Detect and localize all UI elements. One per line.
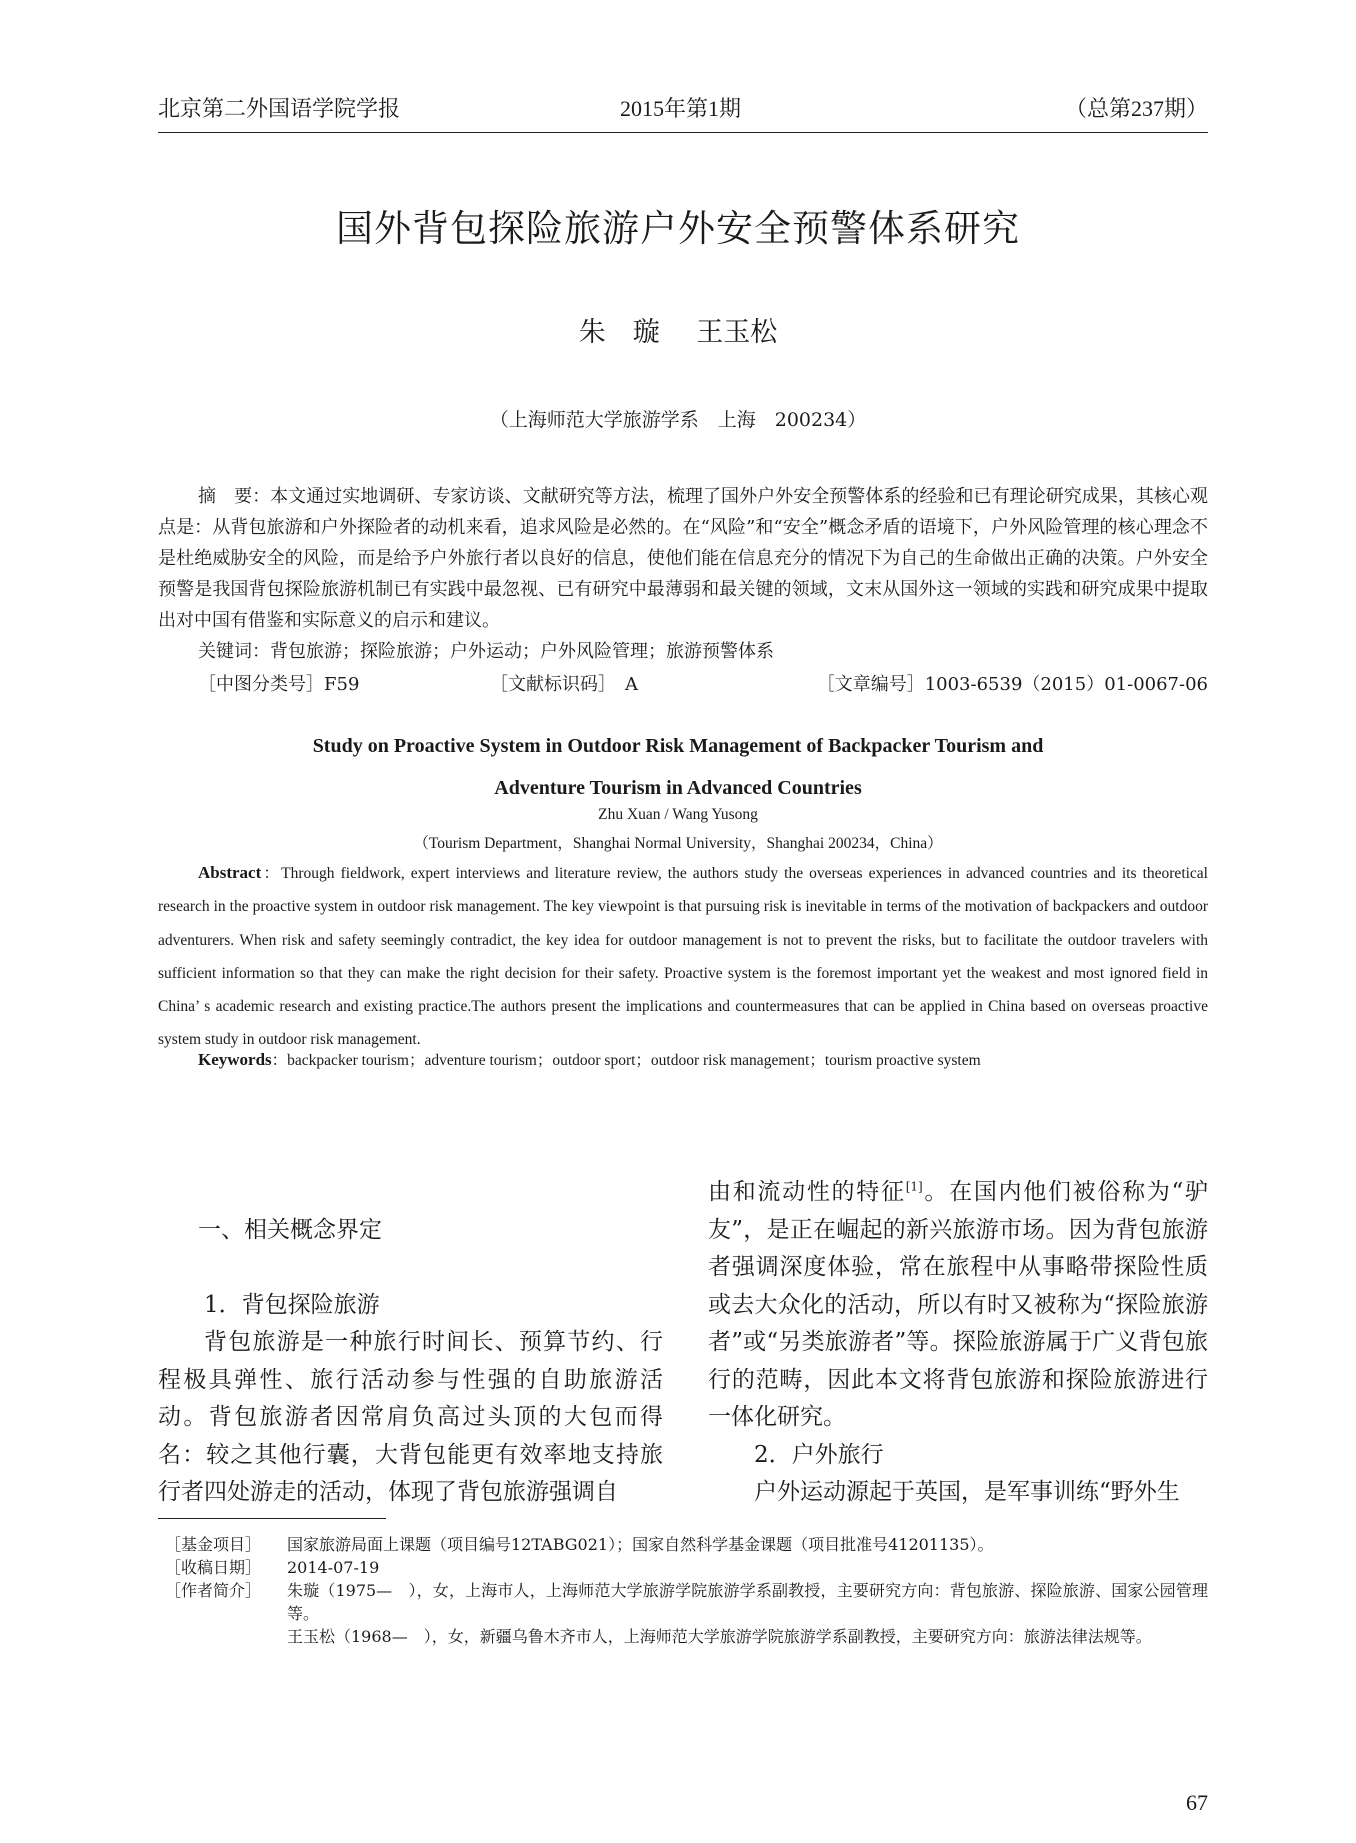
affiliation: （上海师范大学旅游学系 上海 200234） [489,409,867,431]
author-name: 朱 璇 [578,317,660,348]
page-number: 67 [1186,1790,1208,1815]
total-issue-label: （总第237期） [1064,96,1208,121]
english-title [0,725,1356,809]
english-authors: Zhu Xuan / Wang Yusong [598,806,758,823]
footnote-date [165,1556,1208,1579]
footnote-text: 王玉松（1968— ），女，新疆乌鲁木齐市人，上海师范大学旅游学院旅游学系副教授，主要研究方向：旅游法律法规等。 [287,1627,1152,1646]
footnote-label: ［收稿日期］ [165,1558,262,1577]
english-abstract-text: ：Through fieldwork, expert interviews and literature review, the authors study the overseas experiences in advanced countries and its theoretical research in the proactive system in outdoor risk management. The key viewpoint is that pursuing risk is inevitable in terms of the motivation of backpackers and outdoor adventurers. When risk and safety seemingly contradict, the key idea for outdoor management is not to prevent the risks, but to facilitate the outdoor travelers with sufficient information so that they can make the right decision for their safety. Proactive system is the foremost important yet the weakest and most ignored field in China’ s academic research and existing practice.The authors present the implications and countermeasures that can be applied in China based on overseas proactive system study in outdoor risk management. [158,865,1208,1049]
footnote-author [165,1579,1208,1648]
footnote-label: ［基金项目］ [165,1535,262,1554]
body-text: 。在国内他们被俗称为“驴友”，是正在崛起的新兴旅游市场。因为背包旅游者强调深度体验，常在旅程中从事略带探险性质或去大众化的活动，所以有时又被称为“探险旅游者”或“另类旅游者”等。探险旅游属于广义背包旅行的范畴，因此本文将背包旅游和探险旅游进行一体化研究。 [708,1179,1209,1430]
article-number: ［文章编号］1003-6539（2015）01-0067-06 [816,674,1208,695]
document-code: ［文献标识码］ A [490,674,638,695]
footnote-text: 2014-07-19 [287,1558,380,1577]
english-keywords-text: ：backpacker tourism；adventure tourism；outdoor sport；outdoor risk management；tourism proactive system [271,1052,981,1069]
footnote-label: ［作者简介］ [165,1581,262,1600]
chinese-keywords: 关键词：背包旅游；探险旅游；户外运动；户外风险管理；旅游预警体系 [198,641,774,662]
body-text: 由和流动性的特征 [708,1179,906,1205]
chinese-abstract: 摘 要：本文通过实地调研、专家访谈、文献研究等方法，梳理了国外户外安全预警体系的经验和已有理论研究成果，其核心观点是：从背包旅游和户外探险者的动机来看，追求风险是必然的。在“风险”和“安全”概念矛盾的语境下，户外风险管理的核心理念不是杜绝威胁安全的风险，而是给予户外旅行者以良好的信息，使他们能在信息充分的情况下为自己的生命做出正确的决策。户外安全预警是我国背包探险旅游机制已有实践中最忽视、已有研究中最薄弱和最关键的领域，文末从国外这一领域的实践和研究成果中提取出对中国有借鉴和实际意义的启示和建议。 [158,486,1208,631]
abstract-label: Abstract [198,863,262,882]
english-keywords [198,1048,1208,1070]
body-column-left [158,1212,663,1512]
header-rule [158,132,1208,133]
footnote-rule [158,1518,386,1519]
english-title-line: Adventure Tourism in Advanced Countries [494,777,862,799]
issue-label: 2015年第1期 [620,96,742,121]
subsection-heading: 2．户外旅行 [754,1441,884,1468]
english-abstract [158,856,1208,1057]
footnotes [165,1533,1208,1648]
english-title-line: Study on Proactive System in Outdoor Risk Management of Backpacker Tourism and [312,735,1044,757]
author-list [0,310,1356,349]
keywords-label: Keywords [198,1050,272,1069]
section-heading: 一、相关概念界定 [198,1217,382,1243]
body-paragraph [708,1174,1208,1437]
body-column-right [708,1174,1208,1512]
clc-number: ［中图分类号］F59 [198,674,360,695]
journal-name: 北京第二外国语学院学报 [158,97,401,122]
reference-marker[interactable]: [1] [905,1179,923,1194]
paper-title: 国外背包探险旅游户外安全预警体系研究 [336,207,1020,250]
footnote-text: 朱璇（1975— ），女，上海市人，上海师范大学旅游学院旅游学系副教授，主要研究方向：背包旅游、探险旅游、国家公园管理等。 [287,1581,1208,1623]
body-paragraph: 户外运动源起于英国，是军事训练“野外生 [754,1479,1180,1505]
body-paragraph: 背包旅游是一种旅行时间长、预算节约、行程极具弹性、旅行活动参与性强的自助旅游活动。背包旅游者因常肩负高过头顶的大包而得名：较之其他行囊，大背包能更有效率地支持旅行者四处游走的活动，体现了背包旅游强调自 [158,1329,663,1505]
spacer [158,1250,663,1287]
footnote-text: 国家旅游局面上课题（项目编号12TABG021）；国家自然科学基金课题（项目批准号41201135）。 [287,1535,994,1554]
footnote-fund [165,1533,1208,1556]
subsection-heading: 1．背包探险旅游 [204,1291,380,1318]
author-name: 王玉松 [696,317,778,348]
english-affiliation: （Tourism Department，Shanghai Normal University，Shanghai 200234，China） [413,835,943,852]
